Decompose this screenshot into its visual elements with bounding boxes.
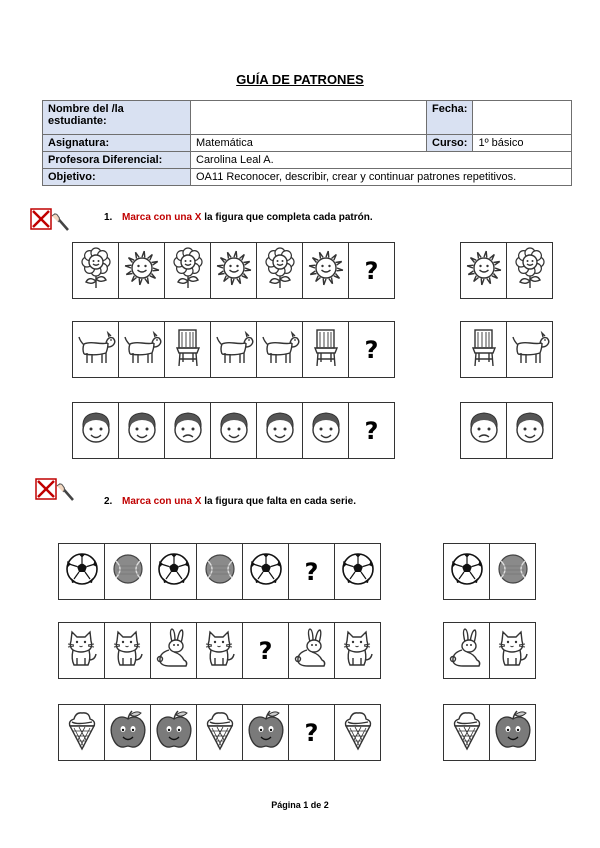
pattern-cell	[242, 543, 289, 600]
answer-option[interactable]	[443, 543, 490, 600]
sun-icon	[214, 247, 254, 294]
question-mark: ?	[364, 416, 379, 445]
pattern-cell	[104, 543, 151, 600]
instruction-1: 1. Marca con una X la figura que completa cada patrón.	[104, 212, 373, 223]
dog-icon	[214, 326, 254, 373]
apple-icon	[493, 709, 533, 756]
pattern-cell	[118, 321, 165, 378]
answer-option[interactable]	[489, 704, 536, 761]
sun-icon	[306, 247, 346, 294]
pattern-cell	[72, 321, 119, 378]
apple-icon	[246, 709, 286, 756]
question-mark: ?	[364, 335, 379, 364]
teacher-value: Carolina Leal A.	[191, 152, 572, 169]
student-name-label: Nombre del /la estudiante:	[43, 101, 191, 135]
apple-icon	[154, 709, 194, 756]
question-mark: ?	[364, 256, 379, 285]
pattern-cell	[288, 622, 335, 679]
sun-icon	[464, 247, 504, 294]
pattern-cell	[118, 242, 165, 299]
face-sad-icon	[464, 407, 504, 454]
pattern-cell	[334, 543, 381, 600]
face-happy-icon	[214, 407, 254, 454]
pattern-cell	[288, 543, 335, 600]
pattern-cell	[104, 622, 151, 679]
pattern-cell	[118, 402, 165, 459]
options-row-2	[460, 321, 553, 378]
ice-cream-icon	[62, 709, 102, 756]
answer-option[interactable]	[506, 242, 553, 299]
answer-option[interactable]	[443, 622, 490, 679]
student-info-table	[42, 100, 572, 186]
pattern-cell	[256, 402, 303, 459]
pattern-cell	[164, 321, 211, 378]
pattern-cell	[256, 242, 303, 299]
teacher-label: Profesora Diferencial:	[43, 152, 191, 169]
flower-icon	[168, 247, 208, 294]
student-name-field[interactable]	[191, 101, 427, 135]
series-row-3	[58, 704, 381, 761]
pattern-row-3	[72, 402, 395, 459]
apple-icon	[108, 709, 148, 756]
soccer-ball-icon	[154, 548, 194, 595]
pattern-cell	[334, 704, 381, 761]
chair-icon	[168, 326, 208, 373]
face-sad-icon	[168, 407, 208, 454]
series-row-2	[58, 622, 381, 679]
pattern-cell	[348, 242, 395, 299]
ice-cream-icon	[338, 709, 378, 756]
pattern-cell	[302, 321, 349, 378]
pattern-cell	[58, 622, 105, 679]
pattern-cell	[58, 543, 105, 600]
mark-x-icon	[35, 478, 75, 504]
soccer-ball-icon	[447, 548, 487, 595]
pattern-cell	[164, 242, 211, 299]
flower-icon	[510, 247, 550, 294]
pattern-cell	[196, 543, 243, 600]
dog-icon	[510, 326, 550, 373]
instruction-2: 2. Marca con una X la figura que falta en cada serie.	[104, 496, 356, 507]
page-title: GUÍA DE PATRONES	[236, 72, 364, 87]
pattern-cell	[210, 402, 257, 459]
face-happy-icon	[260, 407, 300, 454]
pattern-cell	[210, 321, 257, 378]
sun-icon	[122, 247, 162, 294]
series-options-row-1	[443, 543, 536, 600]
tennis-ball-icon	[493, 548, 533, 595]
mark-x-icon	[30, 208, 70, 234]
soccer-ball-icon	[246, 548, 286, 595]
pattern-cell	[288, 704, 335, 761]
cat-icon	[338, 627, 378, 674]
ice-cream-icon	[200, 709, 240, 756]
objective-label: Objetivo:	[43, 169, 191, 186]
soccer-ball-icon	[338, 548, 378, 595]
dog-icon	[260, 326, 300, 373]
pattern-cell	[196, 622, 243, 679]
flower-icon	[260, 247, 300, 294]
answer-option[interactable]	[460, 242, 507, 299]
rabbit-icon	[292, 627, 332, 674]
question-mark: ?	[304, 557, 319, 586]
series-options-row-2	[443, 622, 536, 679]
date-field[interactable]	[473, 101, 572, 135]
face-happy-icon	[510, 407, 550, 454]
dog-icon	[76, 326, 116, 373]
question-mark: ?	[304, 718, 319, 747]
date-label: Fecha:	[427, 101, 473, 135]
pattern-cell	[150, 704, 197, 761]
answer-option[interactable]	[460, 321, 507, 378]
flower-icon	[76, 247, 116, 294]
objective-value: OA11 Reconocer, describir, crear y continuar patrones repetitivos.	[191, 169, 572, 186]
pattern-cell	[242, 622, 289, 679]
series-row-1	[58, 543, 381, 600]
pattern-cell	[104, 704, 151, 761]
rabbit-icon	[154, 627, 194, 674]
pattern-cell	[302, 402, 349, 459]
pattern-cell	[150, 622, 197, 679]
face-happy-icon	[122, 407, 162, 454]
face-happy-icon	[306, 407, 346, 454]
tennis-ball-icon	[200, 548, 240, 595]
tennis-ball-icon	[108, 548, 148, 595]
chair-icon	[464, 326, 504, 373]
series-options-row-3	[443, 704, 536, 761]
course-value: 1º básico	[473, 135, 572, 152]
answer-option[interactable]	[460, 402, 507, 459]
cat-icon	[62, 627, 102, 674]
dog-icon	[122, 326, 162, 373]
options-row-3	[460, 402, 553, 459]
pattern-cell	[302, 242, 349, 299]
face-happy-icon	[76, 407, 116, 454]
pattern-cell	[196, 704, 243, 761]
chair-icon	[306, 326, 346, 373]
ice-cream-icon	[447, 709, 487, 756]
answer-option[interactable]	[489, 543, 536, 600]
subject-value: Matemática	[191, 135, 427, 152]
answer-option[interactable]	[489, 622, 536, 679]
rabbit-icon	[447, 627, 487, 674]
course-label: Curso:	[427, 135, 473, 152]
cat-icon	[200, 627, 240, 674]
pattern-row-1	[72, 242, 395, 299]
pattern-cell	[150, 543, 197, 600]
question-mark: ?	[258, 636, 273, 665]
pattern-row-2	[72, 321, 395, 378]
answer-option[interactable]	[443, 704, 490, 761]
page-number: Página 1 de 2	[271, 800, 329, 810]
pattern-cell	[242, 704, 289, 761]
options-row-1	[460, 242, 553, 299]
pattern-cell	[348, 402, 395, 459]
cat-icon	[108, 627, 148, 674]
pattern-cell	[256, 321, 303, 378]
pattern-cell	[348, 321, 395, 378]
pattern-cell	[334, 622, 381, 679]
pattern-cell	[164, 402, 211, 459]
answer-option[interactable]	[506, 321, 553, 378]
cat-icon	[493, 627, 533, 674]
pattern-cell	[72, 242, 119, 299]
pattern-cell	[58, 704, 105, 761]
subject-label: Asignatura:	[43, 135, 191, 152]
soccer-ball-icon	[62, 548, 102, 595]
pattern-cell	[210, 242, 257, 299]
answer-option[interactable]	[506, 402, 553, 459]
pattern-cell	[72, 402, 119, 459]
